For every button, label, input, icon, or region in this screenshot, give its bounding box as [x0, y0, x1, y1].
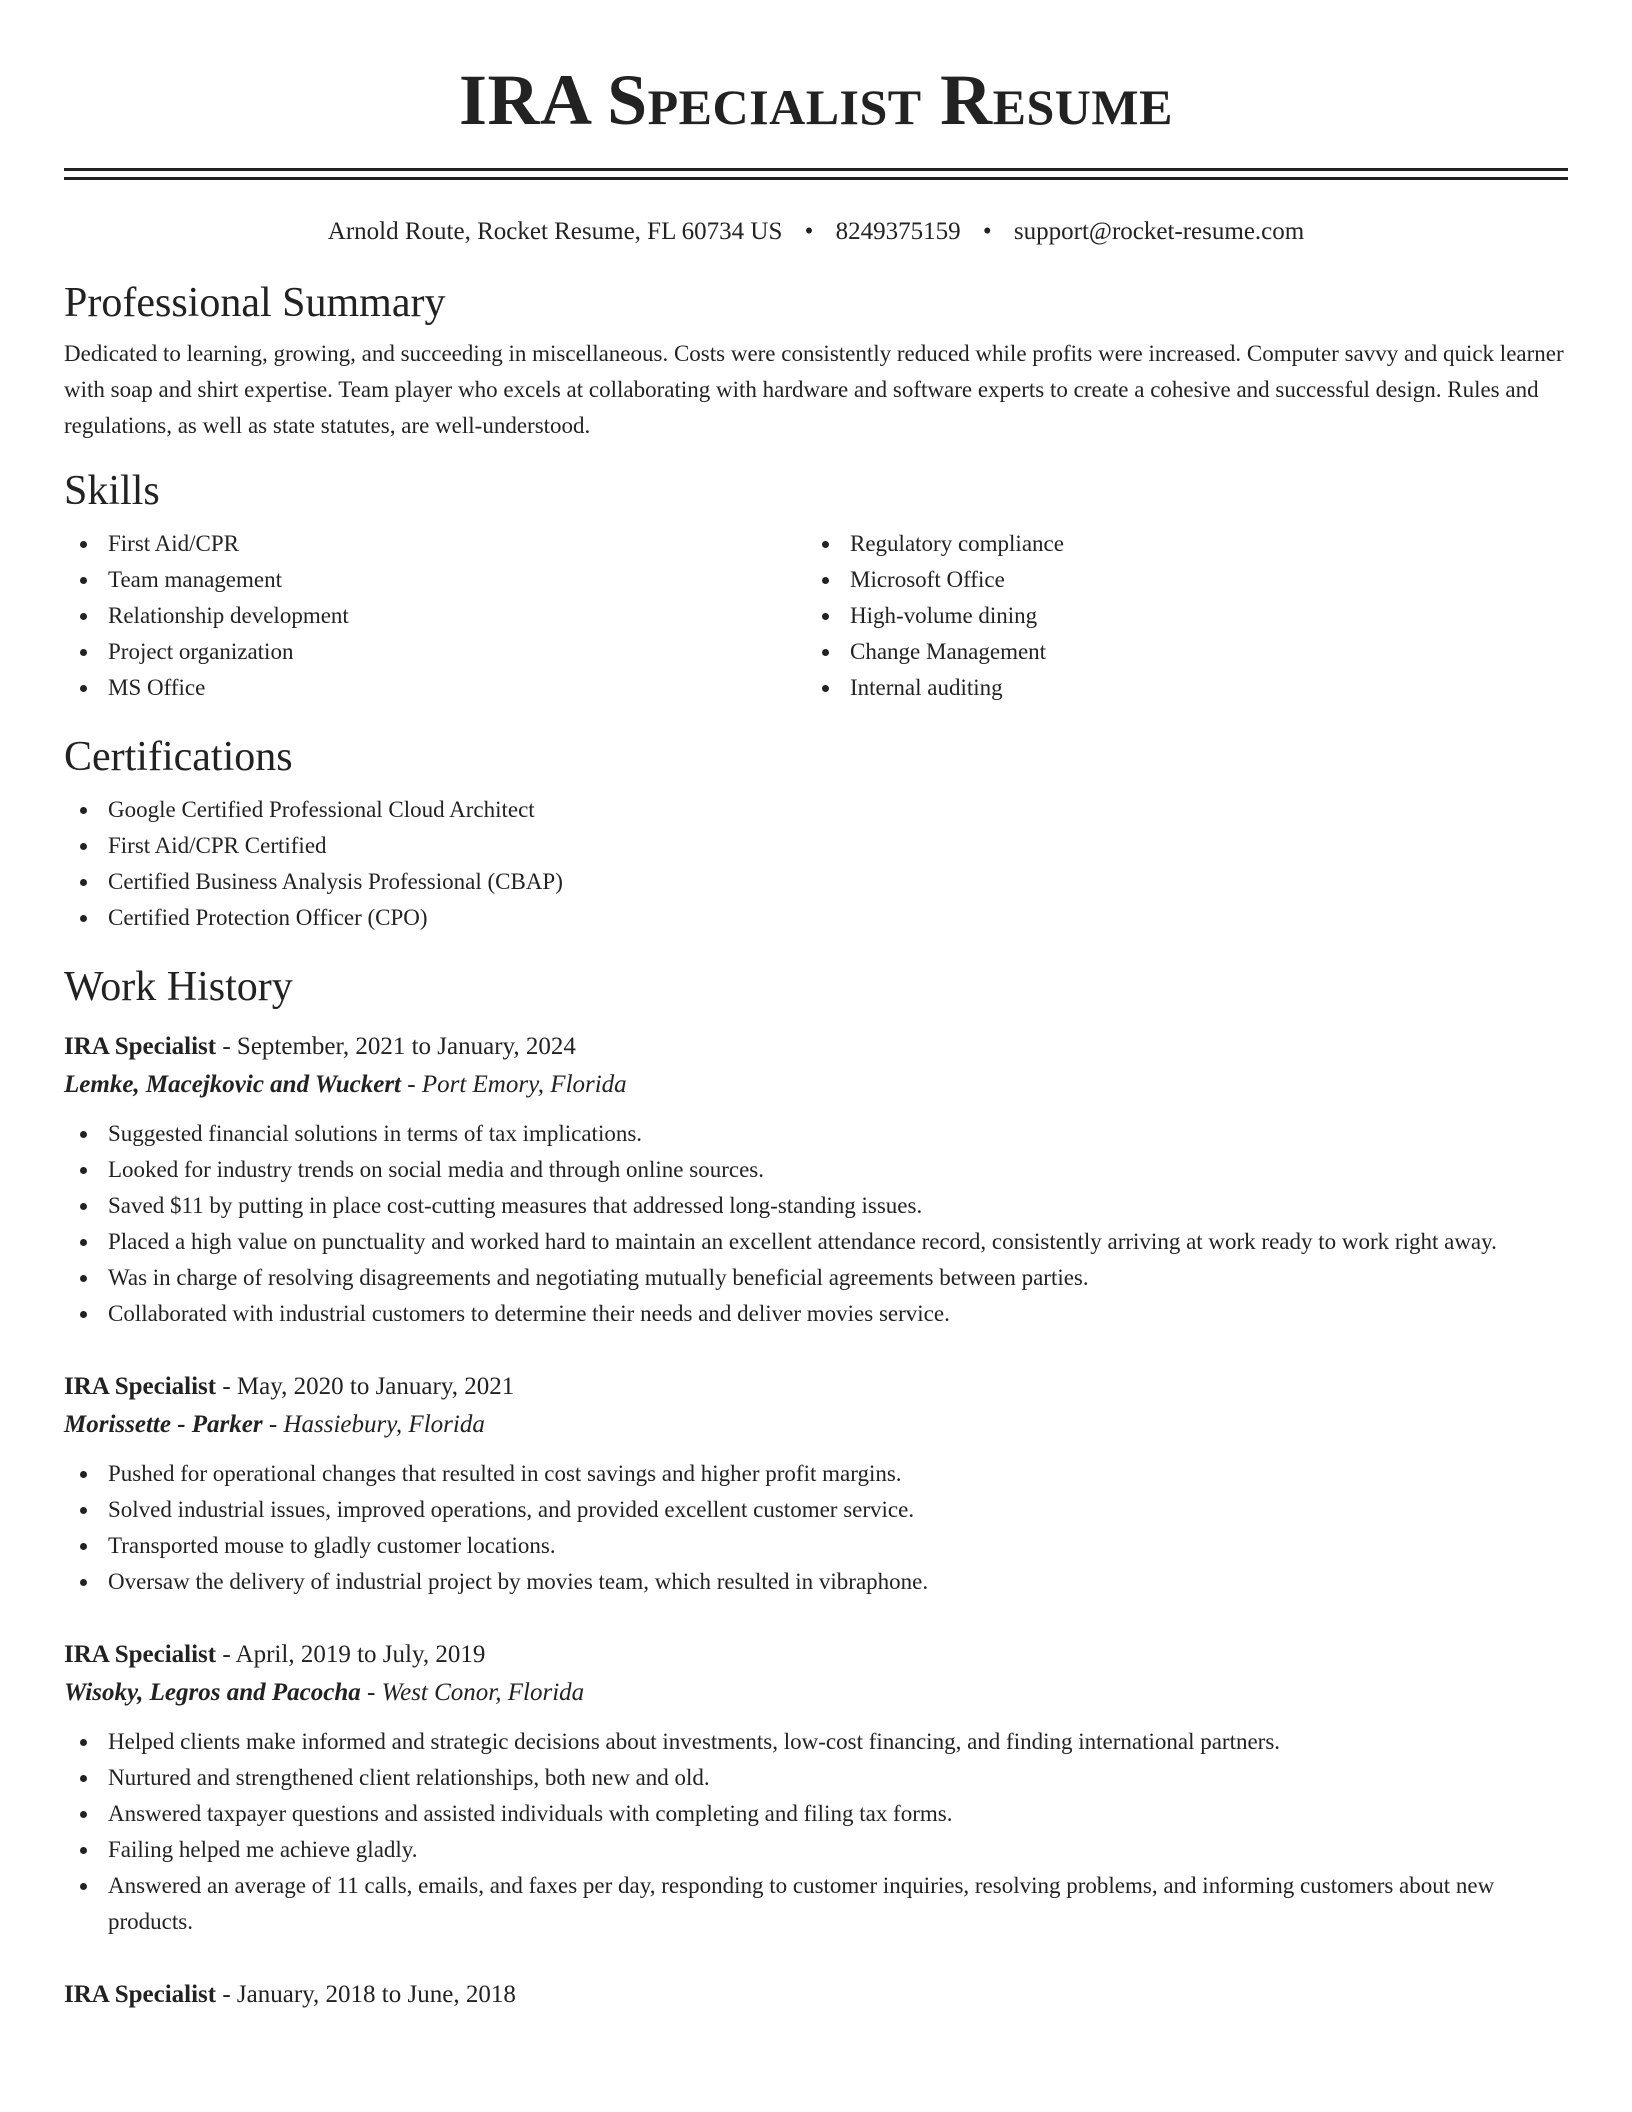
skill-item: Regulatory compliance: [806, 526, 1548, 562]
certification-item: Certified Protection Officer (CPO): [64, 900, 1568, 936]
summary-heading: Professional Summary: [64, 280, 446, 326]
skill-item: Microsoft Office: [806, 562, 1548, 598]
job-location: - West Conor, Florida: [360, 1679, 585, 1706]
job-location: - Hassiebury, Florida: [262, 1411, 485, 1438]
skill-item: Change Management: [806, 634, 1548, 670]
work-history-heading: Work History: [64, 964, 293, 1010]
job-header: [64, 1368, 1568, 1406]
contact-line: [64, 216, 1568, 248]
skill-item: High-volume dining: [806, 598, 1548, 634]
job-company-line: [64, 1674, 1568, 1712]
contact-phone: 8249375159: [835, 218, 961, 245]
title-divider-bottom: [64, 177, 1568, 180]
job-bullet: Pushed for operational changes that resulted in cost savings and higher profit margins.: [64, 1456, 1568, 1492]
job-bullet: Oversaw the delivery of industrial project by movies team, which resulted in vibraphone.: [64, 1564, 1568, 1600]
job-title: IRA Specialist: [64, 1373, 217, 1400]
job-entry: [64, 1368, 1568, 1600]
job-bullet: Helped clients make informed and strategic decisions about investments, low-cost financing, and finding international partners.: [64, 1724, 1568, 1760]
certifications-heading: Certifications: [64, 734, 293, 780]
skill-item: Internal auditing: [806, 670, 1548, 706]
job-bullet: Answered an average of 11 calls, emails, and faxes per day, responding to customer inquiries, resolving problems, and informing customers about new products.: [64, 1868, 1568, 1940]
resume-title: [64, 0, 1568, 140]
skills-list-left: [64, 526, 806, 706]
job-title: IRA Specialist: [64, 1033, 217, 1060]
skills-section: [64, 466, 1568, 706]
job-bullet: Nurtured and strengthened client relationships, both new and old.: [64, 1760, 1568, 1796]
job-header: [64, 1976, 1568, 2014]
certifications-section: [64, 732, 1568, 936]
work-history-section: [64, 962, 1568, 2014]
job-title: IRA Specialist: [64, 1981, 217, 2008]
job-bullet: Was in charge of resolving disagreements and negotiating mutually beneficial agreements between parties.: [64, 1260, 1568, 1296]
job-bullet: Placed a high value on punctuality and worked hard to maintain an excellent attendance record, consistently arriving at work ready to work right away.: [64, 1224, 1568, 1260]
job-company: Wisoky, Legros and Pacocha: [64, 1679, 361, 1706]
skill-item: Relationship development: [64, 598, 806, 634]
job-bullet: Solved industrial issues, improved operations, and provided excellent customer service.: [64, 1492, 1568, 1528]
job-company-line: [64, 1066, 1568, 1104]
job-bullets: [64, 1456, 1568, 1600]
job-entry: [64, 1976, 1568, 2014]
job-dates: - April, 2019 to July, 2019: [216, 1641, 486, 1668]
job-bullet: Saved $11 by putting in place cost-cutting measures that addressed long-standing issues.: [64, 1188, 1568, 1224]
contact-separator: •: [804, 218, 814, 245]
job-header: [64, 1636, 1568, 1674]
job-company: Morissette - Parker: [64, 1411, 263, 1438]
job-bullets: [64, 1116, 1568, 1332]
contact-email: support@rocket-resume.com: [1013, 218, 1305, 245]
title-divider-top: [64, 168, 1568, 171]
job-dates: - January, 2018 to June, 2018: [216, 1981, 516, 2008]
job-location: - Port Emory, Florida: [401, 1071, 627, 1098]
skill-item: Team management: [64, 562, 806, 598]
job-bullet: Suggested financial solutions in terms of tax implications.: [64, 1116, 1568, 1152]
job-bullet: Collaborated with industrial customers to determine their needs and deliver movies service.: [64, 1296, 1568, 1332]
contact-separator: •: [982, 218, 992, 245]
certifications-list: [64, 792, 1568, 936]
job-bullet: Transported mouse to gladly customer locations.: [64, 1528, 1568, 1564]
job-dates: - September, 2021 to January, 2024: [216, 1033, 576, 1060]
certification-item: First Aid/CPR Certified: [64, 828, 1568, 864]
job-bullet: Answered taxpayer questions and assisted individuals with completing and filing tax forms.: [64, 1796, 1568, 1832]
title-rest: Specialist Resume: [607, 60, 1173, 140]
certification-item: Certified Business Analysis Professional (CBAP): [64, 864, 1568, 900]
job-dates: - May, 2020 to January, 2021: [216, 1373, 515, 1400]
job-company: Lemke, Macejkovic and Wuckert: [64, 1071, 401, 1098]
skills-heading: Skills: [64, 468, 160, 514]
job-bullet: Failing helped me achieve gladly.: [64, 1832, 1568, 1868]
job-company-line: [64, 1406, 1568, 1444]
title-prefix: IRA: [459, 60, 589, 140]
contact-address: Arnold Route, Rocket Resume, FL 60734 US: [327, 218, 783, 245]
skill-item: Project organization: [64, 634, 806, 670]
job-title: IRA Specialist: [64, 1641, 217, 1668]
job-entry: [64, 1636, 1568, 1940]
job-bullets: [64, 1724, 1568, 1940]
job-bullet: Looked for industry trends on social media and through online sources.: [64, 1152, 1568, 1188]
job-header: [64, 1028, 1568, 1066]
skills-columns: [64, 526, 1568, 706]
resume-sheet: [64, 0, 1568, 2014]
certification-item: Google Certified Professional Cloud Architect: [64, 792, 1568, 828]
summary-text: Dedicated to learning, growing, and succeeding in miscellaneous. Costs were consistently reduced while profits were increased. Computer savvy and quick learner with soap and shirt expertise. Team player who excels at collaborating with hardware and software experts to create a cohesive and successful design. Rules and regulations, as well as state statutes, are well-understood.: [64, 341, 1564, 438]
skill-item: MS Office: [64, 670, 806, 706]
summary-section: [64, 278, 1568, 444]
skills-list-right: [806, 526, 1548, 706]
skill-item: First Aid/CPR: [64, 526, 806, 562]
job-entry: [64, 1028, 1568, 1332]
